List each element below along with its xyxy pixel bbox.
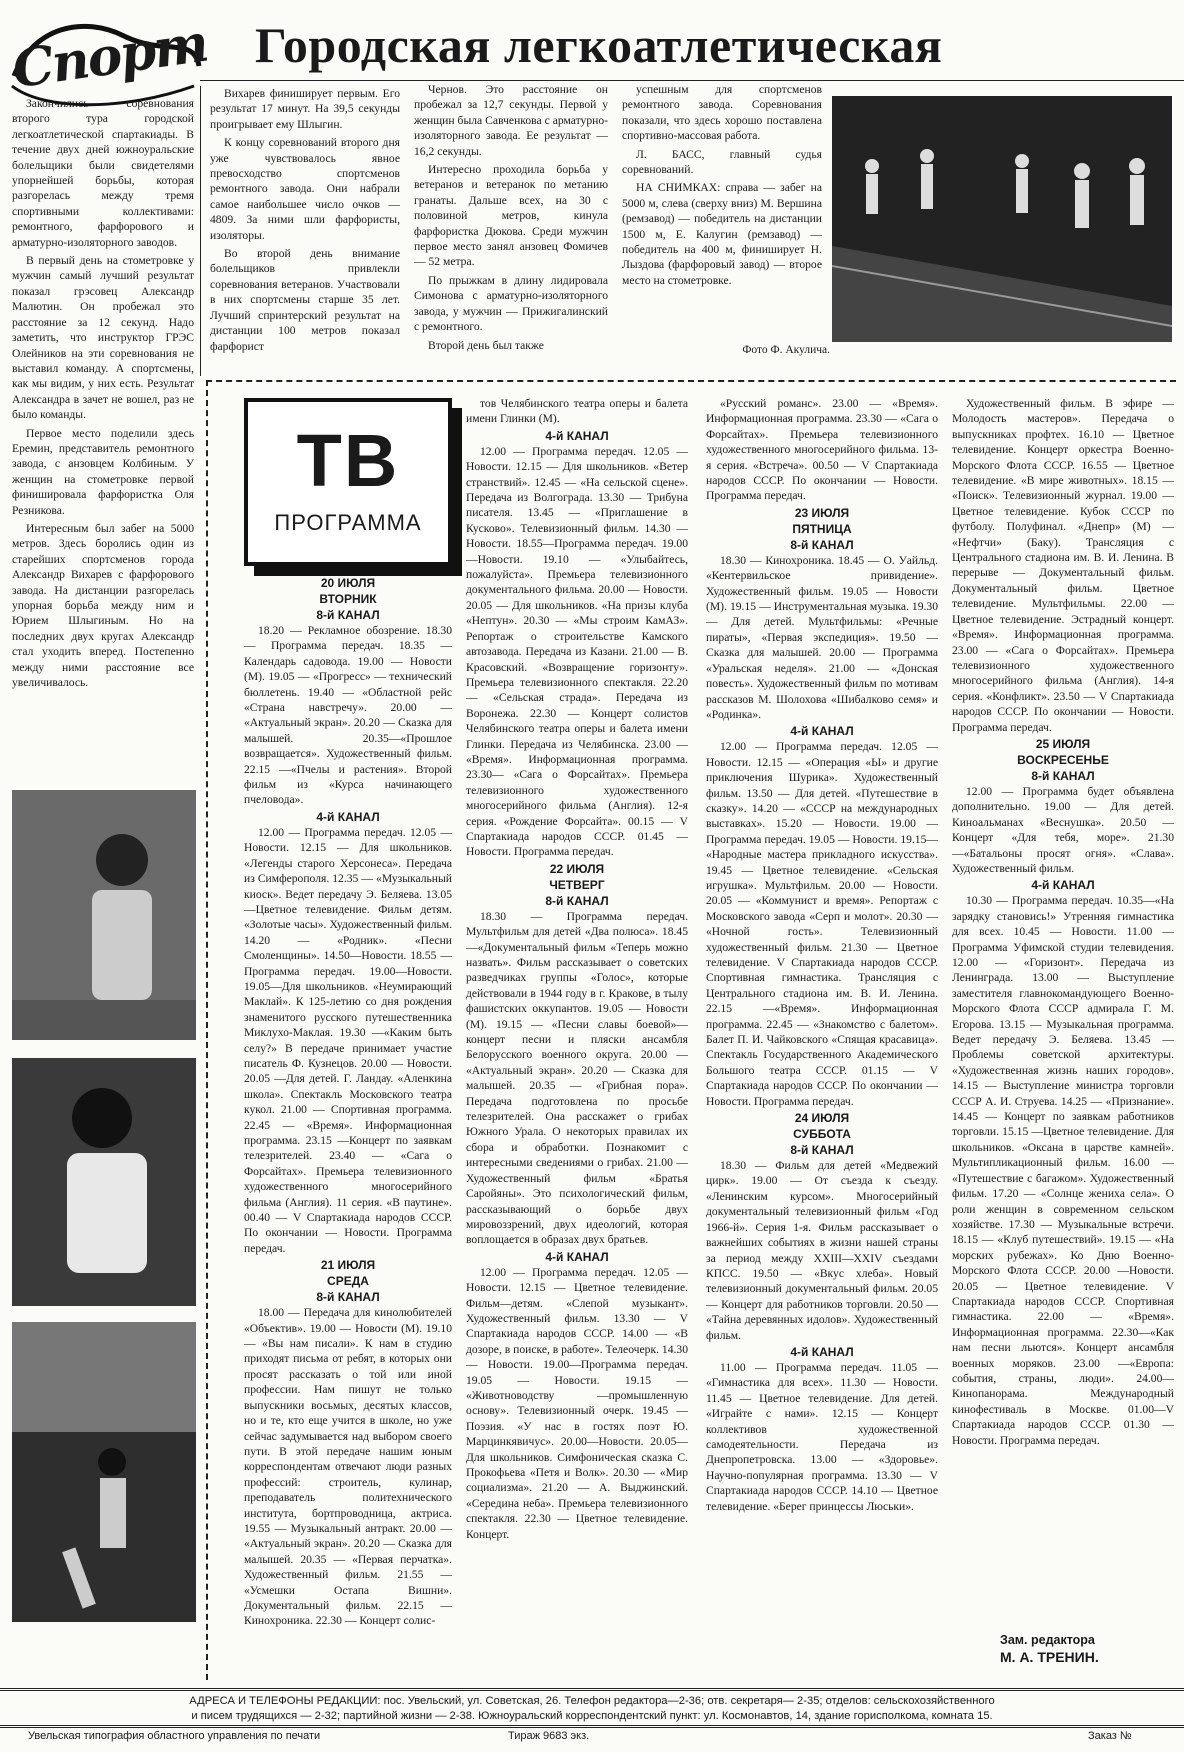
headline-underline bbox=[200, 80, 1184, 81]
photo-vershina bbox=[12, 790, 196, 1040]
tv-schedule-block: 18.30 — Фильм для детей «Медвежий цирк». 19.00 — От съезда к съезду. «Ленинским курсом». Многосерийный документальный телевизионный фильм «Год 1966-й». Серия 1-я. Фильм рассказывает о важнейших событиях в жизни нашей страны за период между XXIII—XXIV съездами КПСС. 19.50 — «Вкус хлеба». Новый телевизионный документальный фильм. 20.05 — Концерт для работников торговли. 20.50 — «Тайна деревянных идолов». Художественный фильм. bbox=[706, 1159, 938, 1342]
tv-day-heading: 20 ИЮЛЯ bbox=[320, 576, 376, 590]
tv-day-heading: 4-й КАНАЛ bbox=[545, 428, 609, 443]
photo-5000m-race bbox=[832, 96, 1172, 342]
article-paragraph: Л. БАСС, главный судья соревнований. bbox=[622, 147, 822, 177]
editor-signature bbox=[1000, 1632, 1180, 1666]
photo-kalugin bbox=[12, 1058, 196, 1306]
tv-day-heading: 4-й КАНАЛ bbox=[790, 1344, 854, 1359]
sport-logo-text: Спорт bbox=[8, 12, 211, 101]
tv-day-heading: 4-й КАНАЛ bbox=[1031, 878, 1095, 893]
runners-illustration bbox=[832, 96, 1172, 342]
tv-schedule-block: 18.30 — Кинохроника. 18.45 — О. Уайльд. «Кентервильское привидение». Художественный фильм. 19.05 — Новости (М). 19.15 — Инструментальная музыка. 19.30— Для детей. Мультфильмы: «Речные пираты», «Первая экспедиция». 19.50 — Сказка для малышей. 20.00 — Программа «Уральская неделя». 21.00 — «Донская повесть». Художественный фильм по мотивам рассказов М. Шолохова «Шибалково семя» и «Родинка». bbox=[706, 553, 938, 721]
tv-day-heading: 8-й КАНАЛ bbox=[790, 1143, 854, 1158]
editorial-address bbox=[0, 1694, 1184, 1724]
article-paragraph: Первое место поделили здесь Еремин, представитель ремонтного завода, с анзовцем Колбиным. У женщин на стометровке первой финишировала фарфористка Оля Резникова. bbox=[12, 426, 194, 517]
article-paragraph: Чернов. Это расстояние он пробежал за 12,7 секунды. Первой у женщин была Савченкова с арматурно-изоляторного завода. Ее результат — 16,2 секунды. bbox=[414, 83, 608, 158]
tv-day-heading: 21 ИЮЛЯ bbox=[320, 1258, 376, 1273]
tv-day-heading: 8-й КАНАЛ bbox=[790, 537, 854, 552]
article-paragraph: Вихарев финиширует первым. Его результат 17 минут. На 39,5 секунды проигрывает ему Шлыгин. bbox=[210, 87, 400, 131]
tv-day-heading: ПЯТНИЦА bbox=[792, 521, 852, 536]
athlete-illustration bbox=[12, 790, 196, 1040]
article-paragraph: Закончились соревнования второго тура городской легкоатлетической спартакиады. В течение двух дней южноуральские болельщики были свидетелями упорнейшей борьбы, которая разгорелась между тремя спортивными коллективами: ремонтного, фарфорового и арматурно-изоляторного заводов. bbox=[12, 97, 194, 249]
tv-schedule-block: тов Челябинского театра оперы и балета имени Глинки (М). bbox=[466, 397, 688, 426]
signature-name: М. А. ТРЕНИН. bbox=[1000, 1649, 1099, 1665]
address-top-rule bbox=[0, 1688, 1184, 1691]
photo-credit: Фото Ф. Акулича. bbox=[742, 344, 830, 356]
tv-schedule-column-3 bbox=[706, 396, 938, 1686]
tv-day-heading: 25 ИЮЛЯ bbox=[1035, 736, 1091, 751]
tv-program-box bbox=[244, 398, 452, 566]
tv-day-heading: 23 ИЮЛЯ bbox=[794, 505, 850, 520]
tv-day-heading: 22 ИЮЛЯ bbox=[549, 861, 605, 876]
address-line-2: и писем трудящихся — 2-32; партийной жизни — 2-38. Южноуральский корреспондентский пункт: ул. Космонавтов, 14, здание горисполкома, комната 15. bbox=[191, 1710, 993, 1722]
article-paragraph: Интересно проходила борьба у ветеранов и ветеранок по метанию гранаты. Дальше всех, на 30 с половиной метров, кинула фарфористка Дюкова. Среди мужчин первое место занял анзовец Фомичев — 52 метра. bbox=[414, 163, 608, 269]
article-paragraph: успешным для спортсменов ремонтного завода. Соревнования показали, что здесь хорошо поставлена спортивно-массовая работа. bbox=[622, 83, 822, 143]
tv-day-heading: 8-й КАНАЛ bbox=[316, 608, 380, 622]
tv-frame-top bbox=[206, 380, 1176, 382]
tv-schedule-block: 10.30 — Программа передач. 10.35—«На зарядку становись!» Утренняя гимнастика для всех. 10.45 — Новости. 11.00 — Программа Уфимской студии телевидения. 12.00 — «Горизонт». Передача из Ленинграда. 13.00 — Выступление заместителя главнокомандующего Военно-Морского Флота СССР адмирала Г. М. Егорова. 13.15 — Музыкальная программа. Ведет передачу Э. Беляева. 13.45 — Проблемы советской архитектуры. «Художественная жизнь наших городов». 14.15 — Выступление министра торговли СССР А. И. Струева. 14.25 — «Признание». 14.45 — Концерт по заявкам работников торговли. 15.15 —Цветное телевидение. Для школьников. «Оксана в царстве камней». Мультипликационный фильм. 16.00 — «Путешествие с багажом». Художественный фильм. 17.20 — «Солнце жениха села». О роли женщин в современном сельском хозяйстве. 17.30 — Музыкальные встречи. 18.15 — «Клуб путешествий». 19.15 — «На морских рубежах». Ко Дню Военно-Морского Флота СССР. 20.00 —Новости. 20.05 — Цветное телевидение. V Спартакиада народов СССР. Спортивная гимнастика. 22.00 — «Время». Информационная программа. 22.30—«Как нам песни льются». Концерт ансамбля военных моряков. 23.00 —«Европа: события, страны, люди». 24.00—Кинопанорама. Международный кинофестиваль в Москве. 01.00—V Спартакиада народов СССР. 01.30 — Новости. Программа передач. bbox=[952, 894, 1174, 1447]
tv-day-heading: 24 ИЮЛЯ bbox=[794, 1111, 850, 1126]
tv-schedule-column-2 bbox=[466, 396, 688, 1686]
tv-day-heading: СУББОТА bbox=[793, 1127, 851, 1142]
article-paragraph: В первый день на стометровке у мужчин самый лучший результат показал грэсовец Александр Малютин. Он пробежал это расстояние за 12 секунд. Надо заметить, что инструктор ГРЭС Олейников на эти соревнования не выставил команду. А спортсмены, как мы видим, у них есть. Результат Александра в зачет не вошел, раз не было команды. bbox=[12, 254, 194, 422]
article-paragraph: По прыжкам в длину лидировала Симонова с арматурно-изоляторного завода, у мужчин — Прижигалинский с ремонтного. bbox=[414, 273, 608, 334]
tv-schedule-column-4 bbox=[952, 396, 1174, 1626]
tv-schedule-block: 12.00 — Программа передач. 12.05 — Новости. 12.15 — Для школьников. «Легенды старого Херсонеса». Передача из Симферополя. 12.35 — «Музыкальный киоск». Ведет передачу Э. Беляева. 13.05 —Цветное телевидение. Фильм детям. «Золотые часы». Художественный фильм. 14.20 — «Родник». «Песни Смоленщины». 14.50—Новости. 18.55 — Программа передач. 19.00—Новости. 19.05—Для школьников. «Неумирающий Маклай». К 125-летию со дня рождения знаменитого русского путешественника Миклухо-Маклая. 19.30 —«Каким быть селу?» В передаче принимает участие писатель Ф. Кузнецов. 20.00 — Новости. 20.05 —Для детей. Г. Ландау. «Аленкина школа». Спектакль Московского театра кукол. 21.00 — Спортивная программа. 22.45 — «Время». Информационная программа. 23.15 —Концерт по заявкам телезрителей. 23.40 — «Сага о Форсайтах». Премьера телевизионного художественного многосерийного фильма (Англия). 11 серия. «В паутине». 00.40 — V Спартакиада народов СССР. По окончании — Новости. Программа передач. bbox=[244, 825, 452, 1255]
tv-schedule-block: 12.00 — Программа передач. 12.05 — Новости. 12.15 — Цветное телевидение. Фильм—детям. «Слепой музыкант». Художественный фильм. 13.30 — V Спартакиада народов СССР. 14.00 — «В дозоре, в поиске, в работе». Телеочерк. 14.30 — Новости. 19.00—Программа передач. 19.05 — Новости. 19.15 — «Животноводству —промышленную основу». Телевизионный очерк. 19.45 — Поэзия. «У нас в гостях поэт Ю. Марцинкявичус». 20.00—Новости. 20.05— Для школьников. Симфоническая сказка С. Прокофьева «Петя и Волк». 20.30 — «Мир социализма». 21.20 — А. Выджинский. «Середина неба». Премьера телевизионного спектакля. 22.30 — Цветное телевидение. Концерт. bbox=[466, 1265, 688, 1541]
tv-day-heading: 4-й КАНАЛ bbox=[545, 1249, 609, 1264]
article-paragraph: Во второй день внимание болельщиков привлекли соревнования ветеранов. Участвовали в них спортсмены старше 35 лет. Лучший спринтерский результат на дистанции 100 метров показал фарфорист bbox=[210, 247, 400, 353]
tv-schedule-block: 18.00 — Передача для кинолюбителей «Объектив». 19.00 — Новости (М). 19.10 — «Вы нам писали». К нам в студию приходят письма от ребят, в которых они просят рассказать о той или иной профессии. Нам пишут не только выпускники восьмых, десятых классов, но и те, кто еще учится в школе, но уже сейчас задумывается над выбором своего пути. В этой передаче нашим юным корреспондентам отвечают люди разных профессий: строитель, кулинар, преподаватель политехнического института, бортпроводница, актриса. 19.55 — Музыкальный антракт. 20.00 — «Актуальный экран». 20.20 — Сказка для малышей. 20.35 — «Первая перчатка». Художественный фильм. 21.55 — «Усмешки Остапа Вишни». Документальный фильм. 22.15 — Кинохроника. 22.30 — Концерт солис- bbox=[244, 1306, 452, 1628]
tv-day-heading: ВТОРНИК bbox=[319, 592, 377, 606]
tv-day-heading: 8-й КАНАЛ bbox=[545, 893, 609, 908]
photo-lyzdova bbox=[12, 1322, 196, 1622]
tv-day-heading: 4-й КАНАЛ bbox=[316, 809, 380, 824]
footer-circulation: Тираж 9683 экз. bbox=[508, 1730, 590, 1742]
headline: Городская легкоатлетическая bbox=[255, 17, 943, 73]
article-paragraph: НА СНИМКАХ: справа — забег на 5000 м, слева (сверху вниз) М. Вершина (ремзавод) — победитель на дистанции 1500 м, Е. Калугин (ремзавод) — победитель на 400 м, финиширует Н. Лыздова (фарфоровый завод) — второе место на стометровке. bbox=[622, 181, 822, 287]
tv-schedule-column-1 bbox=[244, 574, 452, 1684]
signature-role: Зам. редактора bbox=[1000, 1633, 1095, 1647]
article-column-4 bbox=[622, 82, 822, 376]
tv-day-heading: 4-й КАНАЛ bbox=[790, 724, 854, 739]
address-bottom-rule bbox=[0, 1725, 1184, 1728]
footer bbox=[28, 1730, 1168, 1742]
tv-day-heading: СРЕДА bbox=[327, 1274, 369, 1289]
tv-frame-left bbox=[206, 380, 208, 1680]
article-paragraph: Интересным был забег на 5000 метров. Здесь боролись один из старейших спортсменов города Александр Вихарев с фарфорового завода. На дистанции разгорелась упорная борьба между ним и Юрием Шлыгиным. Но на последних двух кругах Александр стал уходить вперед. Постепенно между ними расстояние все увеличивалось. bbox=[12, 521, 194, 690]
footer-printer: Увельская типография областного управления по печати bbox=[28, 1730, 321, 1742]
article-paragraph: Второй день был также bbox=[428, 338, 544, 352]
tv-schedule-block: 12.00 — Программа будет объявлена дополнительно. 19.00 — Для детей. Киноальманах «Веснушка». 20.50 — Концерт «Для тебя, море». 21.30—«Батальоны просят огня». «Слава». Художественный фильм. bbox=[952, 784, 1174, 875]
tv-schedule-block: 11.00 — Программа передач. 11.05 — «Гимнастика для всех». 11.30 — Новости. 11.45 — Цветное телевидение. Для детей. «Играйте с нами». 12.15 — Концерт коллективов художественной самодеятельности. Передача из Днепропетровска. 13.00 — «Здоровье». Научно-популярная программа. 13.30 — V Спартакиада народов СССР. 14.10 — Цветное телевидение. «Берег принцессы Люськи». bbox=[706, 1360, 938, 1513]
athlete-illustration bbox=[12, 1322, 196, 1622]
tv-day-heading: 8-й КАНАЛ bbox=[1031, 768, 1095, 783]
tv-schedule-block: «Русский романс». 23.00 — «Время». Информационная программа. 23.30 — «Сага о Форсайтах». Премьера телевизионного художественного многосерийного фильма. 13-я серия. «Встреча». 00.50 — V Спартакиада народов СССР. По окончании — Новости. Программа передач. bbox=[706, 397, 938, 503]
tv-schedule-block: 12.00 — Программа передач. 12.05 — Новости. 12.15 — Для школьников. «Ветер странствий». 12.45 — «На сельской сцене». Передача из Волгограда. 13.30 — Трибуна писателя. 13.45 — «Приглашение в Кусково». Телевизионный фильм. 14.30 — Новости. 18.55—Программа передач. 19.00—Новости. 19.10 — «Улыбайтесь, пожалуйста». Премьера телевизионного документального фильма. 20.00 — Новости. 20.05 — Для школьников. «На призы клуба «Нептун». 20.30 — «Мы строим КамАЗ». Репортаж о строительстве Камского автозавода. Передача из Казани. 21.00 — В. Красовский. «Возвращение горизонту». Премьера телевизионного спектакля. 22.20 — «Сельская страда». Передача из Воронежа. 22.30 — Концерт солистов Челябинского театра оперы и балета имени Глинки. Передача из Челябинска. 23.00 — «Время». Информационная программа. 23.30— «Сага о Форсайтах». Премьера телевизионного художественного многосерийного фильма (Англия). 12-я серия. «Рождение Форсайта». 00.15 — V Спартакиада народов СССР. 01.45 — Новости. Программа передач. bbox=[466, 444, 688, 859]
tv-box-title: ТВ bbox=[296, 419, 400, 502]
article-column-1 bbox=[12, 96, 194, 786]
tv-schedule-block: 12.00 — Программа передач. 12.05 — Новости. 12.15 — «Операция «Ы» и другие приключения Шурика». Художественный фильм. 13.50 — Для детей. «Путешествие в сказку». 14.20 — «СССР на международных выставках». 15.20 — Новости. 19.00 — Программа передач. 19.05 — Новости. 19.15— «Народные мастера прикладного искусства». 19.45 — Цветное телевидение. «Сельская игрушка». Мультфильм. 20.00 — Новости. 20.05 — «Коммунист и время». Репортаж с Московского завода «Серп и молот». 20.30 — «Ночной гость». Телевизионный художественный фильм. 21.30 — Цветное телевидение. V Спартакиада народов СССР. Спортивная гимнастика. Трансляция с Центрального стадиона им. В. И. Ленина. 22.15 —«Время». Информационная программа. 22.45 — «Знакомство с балетом». Балет П. И. Чайковского «Спящая красавица». Спектакль Государственного Академического Большого театра СССР. 01.15 — V Спартакиада народов СССР. По окончании — Новости. Программа передач. bbox=[706, 740, 938, 1108]
tv-schedule-block: 18.20 — Рекламное обозрение. 18.30 — Программа передач. 18.35 — Календарь садовода. 19.00 — Новости (М). 19.05 — «Прогресс» — технический бюллетень. 19.40 — «Областной рейс «Страна навстречу». 20.00 — «Актуальный экран». 20.20 — Сказка для малышей. 20.35—«Прошлое возвращается». Художественный фильм. 22.15 —«Пчелы и растения». Второй фильм из «Курса начинающего пчеловода». bbox=[244, 624, 452, 807]
column-divider bbox=[200, 86, 201, 376]
tv-schedule-block: 18.30 — Программа передач. Мультфильм для детей «Два полюса». 18.45 —«Документальный фильм «Теперь можно назвать». Фильм рассказывает о советских разведчиках группы «Голос», которые действовали в 1944 году в г. Кракове, в тылу фашистских оккупантов. 19.05 — Новости (М). 19.15 — «Песни славы боевой»— концерт песни и пляски ансамбля Белорусского военного округа. 20.00 — «Актуальный экран». 20.20 — Сказка для малышей. 20.35 — «Грибная пора». Передача подготовлена по просьбе телезрителей. Она расскажет о грибах Южного Урала. О некоторых правилах их сбора и обработки. Познакомит с интересными сведениями о грибах. 21.00 — Художественный фильм «Братья Саройяны». Это психологический фильм, рассказывающий о борьбе двух мировоззрений, двух идеологий, которая воплощается в образах двух братьев. bbox=[466, 909, 688, 1247]
tv-day-heading: ВОСКРЕСЕНЬЕ bbox=[1017, 752, 1109, 767]
article-column-3 bbox=[414, 82, 608, 376]
tv-day-heading: ЧЕТВЕРГ bbox=[549, 877, 605, 892]
tv-box-subtitle: ПРОГРАММА bbox=[274, 510, 422, 535]
tv-schedule-block: Художественный фильм. В эфире — Молодость мастеров». Передача о выпускниках профтех. 16.10 — Цветное телевидение. Концерт оркестра Военно-Морского Флота СССР. 16.55 — Цветное телевидение. «В мире животных». 18.15 — «Поиск». Телевизионный журнал. 19.00 — Цветное телевидение. Кубок СССР по футболу. Полуфинал. «Днепр» (М) — «Нефтчи» (Баку). Трансляция с Центрального стадиона им. В. И. Ленина. В перерыве — Документальный фильм. Документальный фильм. Цветное телевидение. Мультфильмы. 22.00 — Цветное телевидение. Эстрадный концерт. «Время». Информационная программа. 23.00 — «Сага о Форсайтах». Премьера телевизионного художественного многосерийного фильма (Англия). 14-я серия. «Конфликт». 23.50 — V Спартакиада народов СССР. По окончании — Новости. Программа передач. bbox=[952, 397, 1174, 734]
article-column-2 bbox=[210, 86, 400, 376]
footer-order: Заказ № bbox=[1088, 1730, 1132, 1742]
article-paragraph: К концу соревнований второго дня уже чувствовалось явное превосходство спортсменов ремонтного завода. Они набрали самое наибольшее число очков — 4809. За ними шли фарфористы, изоляторы. bbox=[210, 136, 400, 242]
athlete-illustration bbox=[12, 1058, 196, 1306]
tv-day-heading: 8-й КАНАЛ bbox=[316, 1290, 380, 1305]
address-line-1: АДРЕСА И ТЕЛЕФОНЫ РЕДАКЦИИ: пос. Увельский, ул. Советская, 26. Телефон редактора—2-36; отв. секретаря— 2-35; отделов: сельскохозяйственного bbox=[189, 1695, 995, 1707]
